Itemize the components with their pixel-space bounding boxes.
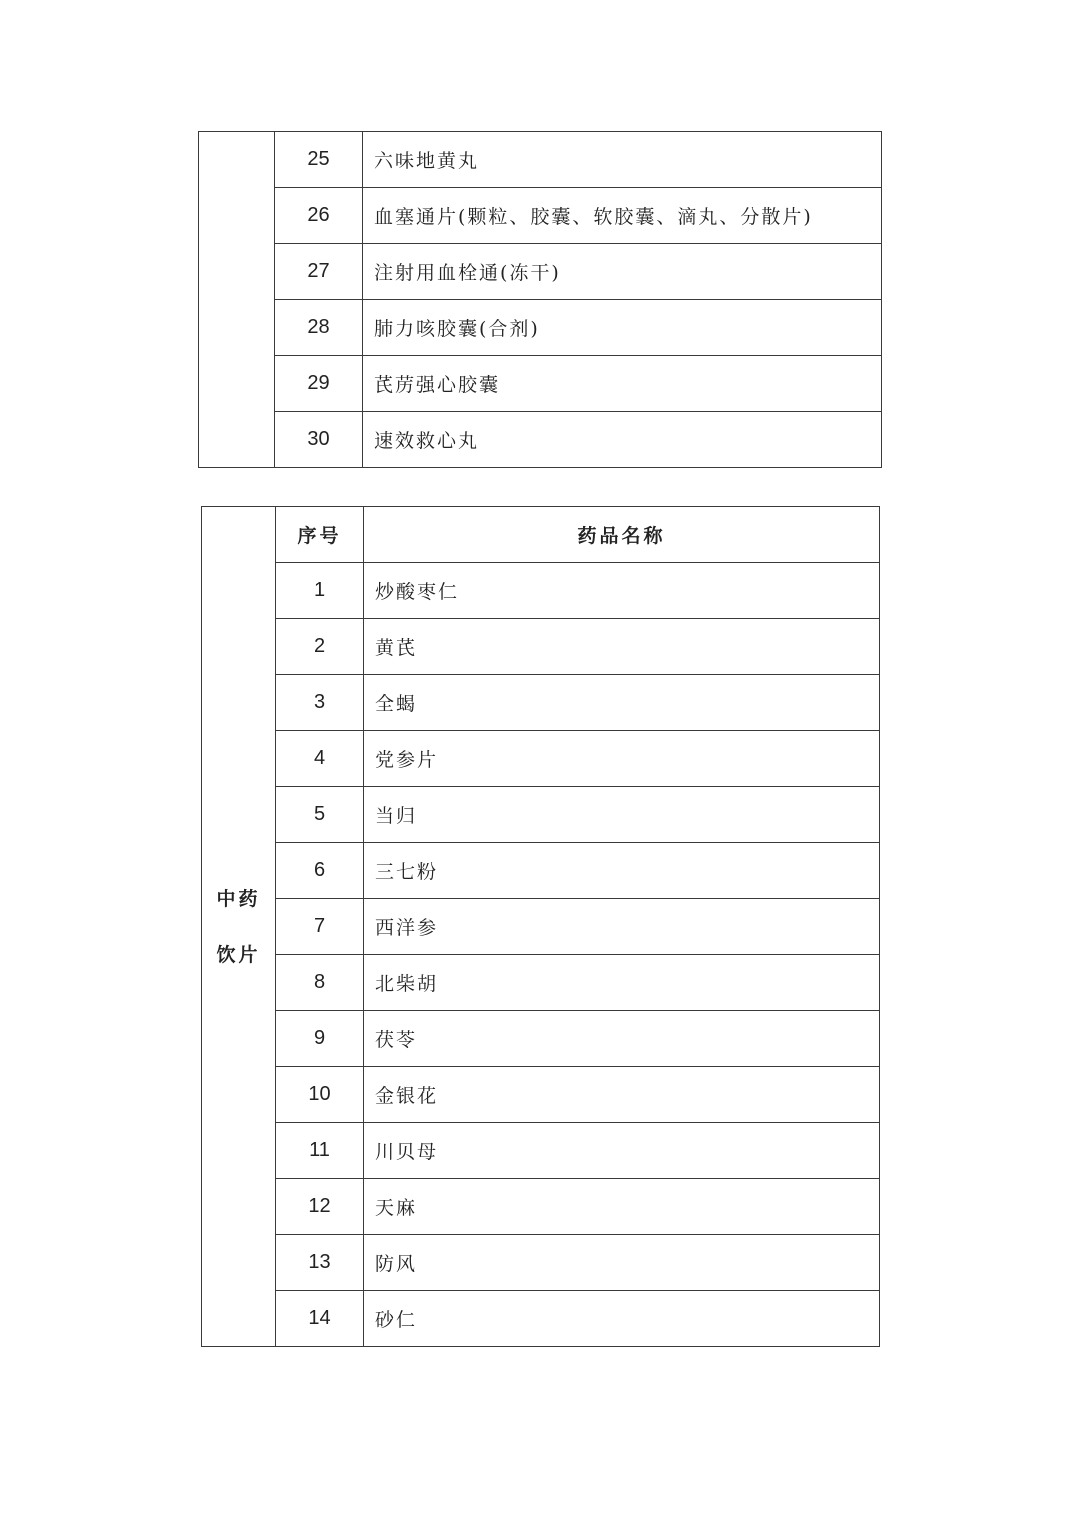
- table-row: [202, 619, 880, 675]
- row-number: 11: [276, 1123, 364, 1179]
- table-row: [202, 563, 880, 619]
- table-row: [199, 132, 882, 188]
- drug-name: 炒酸枣仁: [364, 563, 880, 619]
- row-number: 3: [276, 675, 364, 731]
- category-label-line2: 饮片: [216, 943, 261, 966]
- drug-name: 肺力咳胶囊(合剂): [363, 300, 882, 356]
- row-number: 12: [276, 1179, 364, 1235]
- table-row: [202, 675, 880, 731]
- row-number: 13: [276, 1235, 364, 1291]
- drug-name: 芪苈强心胶囊: [363, 356, 882, 412]
- drug-name: 注射用血栓通(冻干): [363, 244, 882, 300]
- row-number: 25: [275, 132, 363, 188]
- drug-name: 北柴胡: [364, 955, 880, 1011]
- row-number: 4: [276, 731, 364, 787]
- drug-name: 三七粉: [364, 843, 880, 899]
- row-number: 7: [276, 899, 364, 955]
- table-row: [202, 787, 880, 843]
- row-number: 1: [276, 563, 364, 619]
- drug-name: 西洋参: [364, 899, 880, 955]
- table-header-row: [202, 507, 880, 563]
- table-row: [202, 843, 880, 899]
- table-row: [202, 1179, 880, 1235]
- table-row: [202, 1067, 880, 1123]
- table-row: [202, 731, 880, 787]
- drug-name: 茯苓: [364, 1011, 880, 1067]
- row-number: 6: [276, 843, 364, 899]
- row-number: 27: [275, 244, 363, 300]
- category-cell: [202, 507, 276, 1347]
- table-row: [202, 1291, 880, 1347]
- table-row: [202, 955, 880, 1011]
- category-cell: [199, 132, 275, 468]
- drug-name: 天麻: [364, 1179, 880, 1235]
- drug-name: 全蝎: [364, 675, 880, 731]
- table-row: [202, 1011, 880, 1067]
- drug-name: 黄芪: [364, 619, 880, 675]
- row-number: 28: [275, 300, 363, 356]
- drug-list-table-continued: [198, 131, 882, 468]
- table-row: [199, 412, 882, 468]
- drug-name: 砂仁: [364, 1291, 880, 1347]
- row-number: 14: [276, 1291, 364, 1347]
- row-number: 2: [276, 619, 364, 675]
- table-row: [199, 244, 882, 300]
- row-number: 30: [275, 412, 363, 468]
- row-number: 8: [276, 955, 364, 1011]
- header-number: 序号: [276, 507, 364, 563]
- drug-name: 六味地黄丸: [363, 132, 882, 188]
- row-number: 5: [276, 787, 364, 843]
- row-number: 29: [275, 356, 363, 412]
- table-row: [202, 899, 880, 955]
- herbal-pieces-table: [201, 506, 880, 1347]
- drug-name: 金银花: [364, 1067, 880, 1123]
- category-label-line1: 中药: [216, 887, 261, 910]
- row-number: 26: [275, 188, 363, 244]
- table-row: [199, 300, 882, 356]
- table-row: [199, 188, 882, 244]
- row-number: 10: [276, 1067, 364, 1123]
- drug-name: 党参片: [364, 731, 880, 787]
- table-row: [199, 356, 882, 412]
- drug-name: 血塞通片(颗粒、胶囊、软胶囊、滴丸、分散片): [363, 188, 882, 244]
- drug-name: 川贝母: [364, 1123, 880, 1179]
- row-number: 9: [276, 1011, 364, 1067]
- drug-name: 当归: [364, 787, 880, 843]
- table-row: [202, 1235, 880, 1291]
- drug-name: 速效救心丸: [363, 412, 882, 468]
- table-row: [202, 1123, 880, 1179]
- drug-name: 防风: [364, 1235, 880, 1291]
- header-drug-name: 药品名称: [364, 507, 880, 563]
